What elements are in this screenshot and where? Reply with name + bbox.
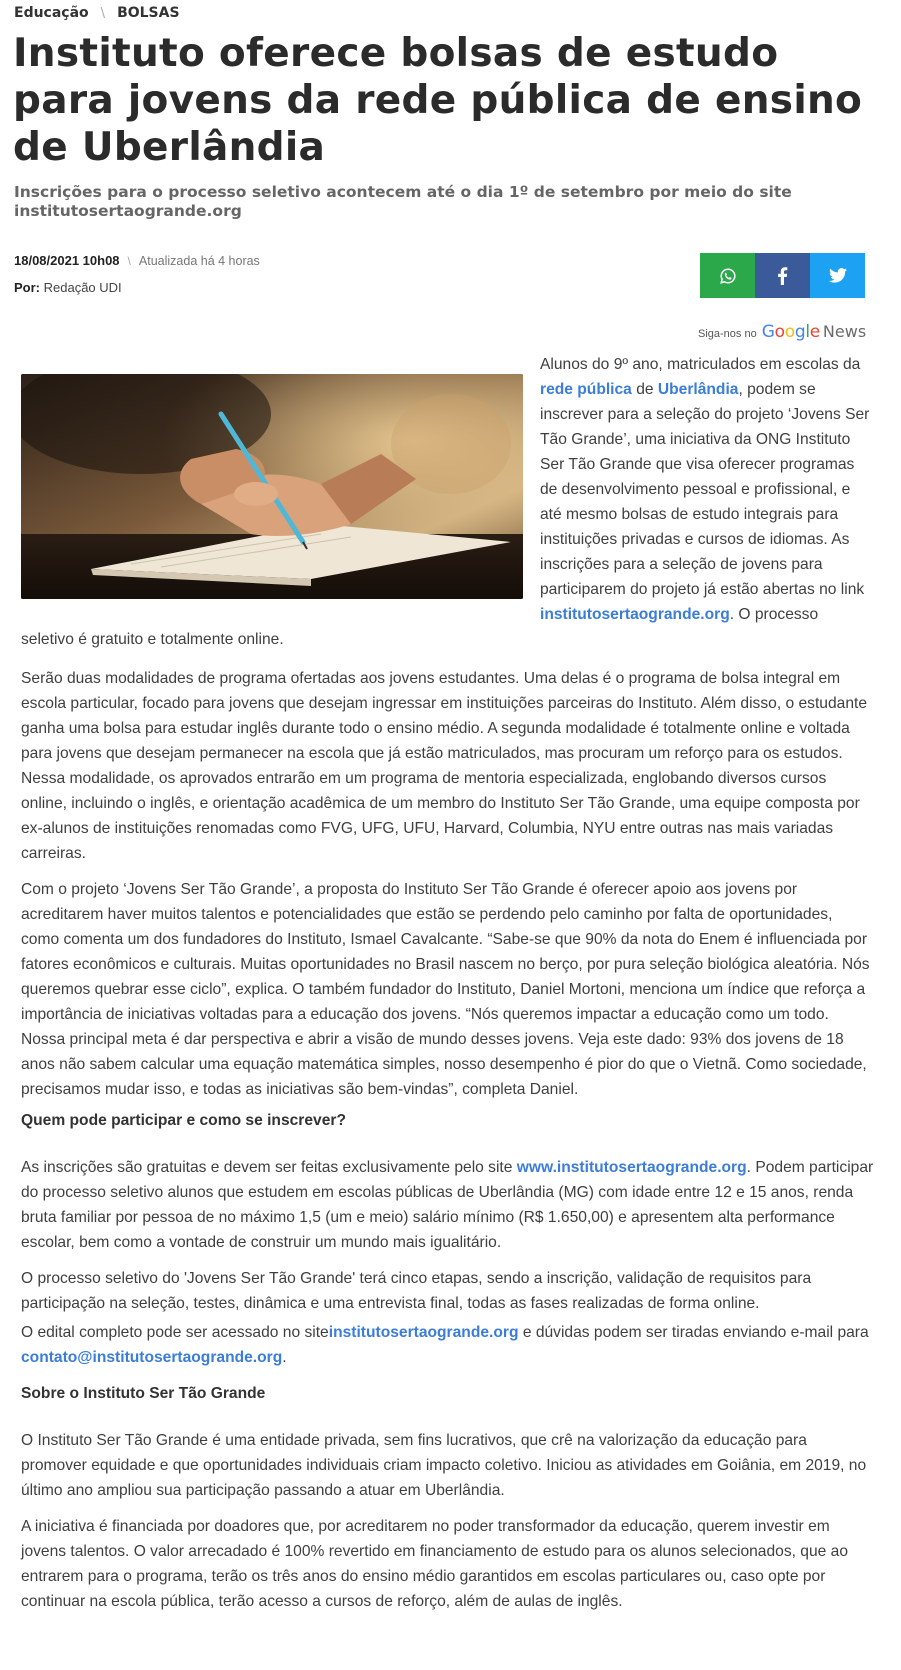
text-span: , podem se inscrever para a seleção do projeto ‘Jovens Ser Tão Grande’, uma iniciativa da ONG Instituto Ser Tão Grande que visa oferecer programas de desenvolvimento pessoal e profissional, e até mesmo bolsas de estudo integrais para instituições privadas e cursos de idiomas. As inscrições para a seleção de jovens para participarem do projeto já estão abertas no link [540,381,870,598]
text-span: O edital completo pode ser acessado no site [21,1324,329,1341]
text-span: . O processo seletivo é gratuito e totalmente online. [21,606,819,648]
article-body [21,352,874,1625]
author-label: Por: [14,280,40,295]
edital-site-link[interactable]: institutosertaogrande.org [328,1324,519,1341]
text-span: de [631,381,658,398]
breadcrumb-tag-link[interactable]: BOLSAS [117,5,180,21]
google-news-prefix: Siga-nos no [698,328,757,340]
contact-email-link[interactable]: contato@institutosertaogrande.org [21,1349,283,1366]
article-paragraph-7: O Instituto Ser Tão Grande é uma entidade privada, sem fins lucrativos, que crê na valorização da educação para promover equidade e que oportunidades individuais criam impacto coletivo. Iniciou as atividades em Goiânia, em 2019, no último ano ampliou sua participação passando a atuar em Uberlândia. [21,1432,867,1499]
section-heading-about-institute: Sobre o Instituto Ser Tão Grande [21,1385,266,1402]
text-span: Alunos do 9º ano, matriculados em escolas da [540,356,861,373]
uberlandia-link[interactable]: Uberlândia [657,381,739,398]
author-name: Redação UDI [43,280,122,295]
google-logo: Google [761,322,820,342]
share-twitter-button[interactable] [810,253,865,298]
article-subtitle: Inscrições para o processo seletivo acontecem até o dia 1º de setembro por meio do site institutosertaogrande.org [14,183,792,220]
breadcrumb [14,5,180,21]
facebook-icon [777,267,788,285]
share-whatsapp-button[interactable] [700,253,755,298]
article-paragraph-3: Com o projeto ‘Jovens Ser Tão Grande’, a proposta do Instituto Ser Tão Grande é oferecer apoio aos jovens por acreditarem haver muitos talentos e potencialidades que estão se perdendo pelo caminho por falta de oportunidades, como comenta um dos fundadores do Instituto, Ismael Cavalcante. “Sabe-se que 90% da nota do Enem é influenciada por fatores econômicos e culturais. Muitas oportunidades no Brasil nascem no berço, por pura seleção biológica aleatória. Nós queremos quebrar esse ciclo”, explica. O também fundador do Instituto, Daniel Mortoni, menciona um índice que reforça a importância de iniciativas voltadas para a educação dos jovens. “Nós queremos impactar a educação como um todo. Nossa principal meta é dar perspectiva e abrir a visão de mundo desses jovens. Veja este dado: 93% dos jovens de 18 anos não sabem calcular uma equação matemática simples, nosso desempenho é pior do que o Vietnã. Como sociedade, precisamos mudar isso, e todas as iniciativas são bem-vindas”, completa Daniel. [21,881,870,1098]
text-span: As inscrições são gratuitas e devem ser feitas exclusivamente pelo site [21,1159,517,1176]
twitter-icon [829,268,847,283]
article-headline: Instituto oferece bolsas de estudo para jovens da rede pública de ensino de Uberlândia [13,31,863,170]
meta-separator: \ [127,253,131,268]
google-news-follow-link[interactable] [698,322,866,342]
article-paragraph-2: Serão duas modalidades de programa ofertadas aos jovens estudantes. Uma delas é o programa de bolsa integral em escola particular, focado para jovens que desejam ingressar em instituições parceiras do Instituto. Além disso, o estudante ganha uma bolsa para estudar inglês durante todo o ensino médio. A segunda modalidade é totalmente online e voltada para jovens que desejam permanecer na escola que já estão matriculados, mas procuram um reforço para os estudos. Nessa modalidade, os aprovados entrarão em um programa de mentoria especializada, englobando diversos cursos online, incluindo o inglês, e orientação acadêmica de um membro do Instituto Ser Tão Grande, uma equipe composta por ex-alunos de instituições renomadas como FVG, UFG, UFU, Harvard, Columbia, NYU entre outras nas mais variadas carreiras. [21,670,867,862]
article-paragraph-4 [21,1155,874,1255]
institute-www-link[interactable]: www.institutosertaogrande.org [516,1159,747,1176]
article-paragraph-5: O processo seletivo do 'Jovens Ser Tão Grande' terá cinco etapas, sendo a inscrição, validação de requisitos para participação na seleção, testes, dinâmica e uma entrevista final, todas as fases realizadas de forma online. [21,1270,812,1312]
student-writing-photo [21,374,523,599]
breadcrumb-section-link[interactable]: Educação [14,5,89,21]
article-author-row [14,280,122,295]
whatsapp-icon [719,267,737,285]
section-heading-who-can-participate: Quem pode participar e como se inscrever? [21,1112,346,1129]
text-span: e dúvidas podem ser tiradas enviando e-mail para [518,1324,869,1341]
rede-publica-link[interactable]: rede pública [540,381,632,398]
article-image [21,374,523,599]
share-buttons [700,253,865,298]
article-paragraph-8: A iniciativa é financiada por doadores que, por acreditarem no poder transformador da educação, querem investir em jovens talentos. O valor arrecadado é 100% revertido em financiamento de estudo para os alunos selecionados, que ao entrarem para o programa, terão os três anos do ensino médio garantidos em escolas particulares ou, caso opte por continuar na escola pública, terão acesso a cursos de reforço, além de aulas de inglês. [21,1518,848,1610]
share-facebook-button[interactable] [755,253,810,298]
updated-time: Atualizada há 4 horas [138,253,260,268]
institute-site-link[interactable]: institutosertaogrande.org [540,606,730,623]
publish-date: 18/08/2021 10h08 [14,253,120,268]
breadcrumb-separator: \ [100,5,106,21]
google-news-label: News [822,322,867,341]
article-date-row [14,253,260,268]
text-span: . Podem participar do processo seletivo alunos que estudem em escolas públicas de Uberlândia (MG) com idade entre 12 e 15 anos, renda bruta familiar por pessoa de no máximo 1,5 (um e meio) salário mínimo (R$ 1.650,00) e apresentem alta performance escolar, bem como a vontade de construir um mundo mais igualitário. [21,1159,874,1251]
text-span: . [282,1349,287,1366]
article-paragraph-6 [21,1320,874,1370]
